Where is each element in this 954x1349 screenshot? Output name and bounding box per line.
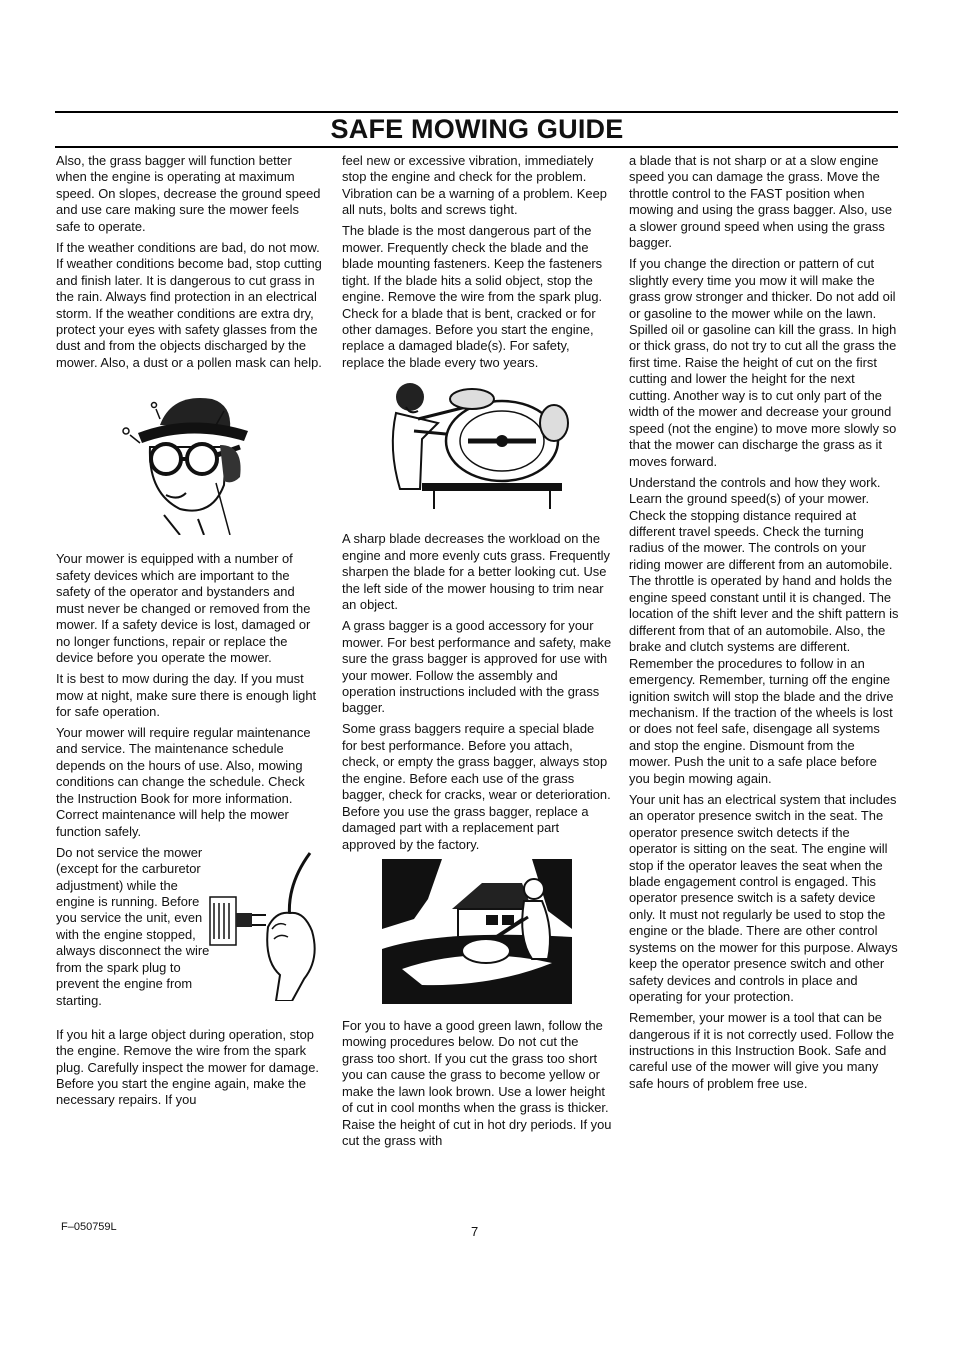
paragraph: A sharp blade decreases the workload on the engine and more evenly cuts grass. Frequently sharpen the blade for a better looking cut. Use the left side of the mower housing to trim near an object.	[342, 531, 610, 613]
blade-inspection-illustration	[382, 379, 572, 509]
paragraph: Also, the grass bagger will function better when the engine is operating at maximum speed. On slopes, decrease the ground speed and use care making sure the mower feels safe to operate.	[56, 153, 321, 234]
paragraph: feel new or excessive vibration, immediately stop the engine and check for the problem. Vibration can be a warning of a problem. Keep all nuts, bolts and screws tight.	[342, 153, 607, 218]
column-1	[56, 153, 324, 1113]
paragraph: Do not service the mower (except for the carburetor adjustment) while the engine is running. Before you service the unit, even with the engine stopped, always disconnect the wire from the spark plug to prevent the engine from starting.	[56, 844, 210, 1008]
paragraph: If the weather conditions are bad, do not mow. If weather conditions become bad, stop cutting and finish later. It is dangerous to cut grass in the rain. Always find protection in an electrical storm. If the weather conditions are extra dry, protect your eyes with safety glasses from the dust and from the objects discharged by the mower. Also, a dust or a pollen mask can help.	[56, 239, 322, 370]
title-rule	[55, 146, 898, 148]
paragraph: Understand the controls and how they work. Learn the ground speed(s) of your mower. Check the stopping distance required at different travel speeds. Check the turning radius of the mower. The controls on your riding mower are different from an automobile. The throttle is operated by hand and holds the engine speed constant until it is changed. The location of the shift lever and the shift pattern is different from that of an automobile. Also, the brake and clutch systems are different. Remember the procedures to follow in an emergency. Remember, turning off the engine ignition switch will stop the blade and the drive mechanism. If the traction of the wheels is lost or does not feel safe, disengage all systems and stop the engine. Dismount from the mower. Push the unit to a safe place before you begin mowing again.	[629, 474, 899, 786]
service-section	[56, 845, 324, 1027]
paragraph: If you change the direction or pattern of cut slightly every time you mow it will make the grass grow stronger and thicker. Do not add oil or gasoline to the mower while on the lawn. Spilled oil or gasoline can kill the grass. In high or thick grass, do not try to cut all the grass the first time. Raise the height of cut on the first cutting and lower the height for the next cutting. Another way is to cut only part of the width of the mower and decrease your ground speed (not the engine) to move more slowly so that the mower can discharge the grass as it moves forward.	[629, 256, 897, 469]
column-3	[629, 153, 899, 1097]
paragraph: Your unit has an electrical system that includes an operator presence switch in the seat. The operator presence switch detects if the operator is sitting on the seat. The engine will stop if the operator leaves the seat when the blade engagement control is engaged. This operator presence switch is a safety device only. It must not regularly be used to stop the engine or the blade. There are other control systems on the mower for this purpose. Always keep the operator presence switch and other safety devices and controls in place and operating for your protection.	[629, 791, 898, 1005]
safety-glasses-illustration	[120, 385, 260, 535]
spark-plug-illustration	[206, 851, 324, 1001]
paragraph: Some grass baggers require a special blade for best performance. Before you attach, check, or empty the grass bagger, always stop the engine. Before each use of the grass bagger, check for cracks, wear or deterioration. Before you use the grass bagger, replace a damaged part with a replacement part approved by the factory.	[342, 721, 611, 852]
page-title: SAFE MOWING GUIDE	[330, 114, 624, 144]
paragraph: The blade is the most dangerous part of the mower. Frequently check the blade and the blade mounting fasteners. Keep the fasteners tight. If the blade hits a solid object, stop the engine. Remove the wire from the spark plug. Check for a blade that is bent, cracked or for other damages. Before you start the engine, replace a damaged blade(s). For safety, replace the blade every two years.	[342, 223, 603, 370]
paragraph: A grass bagger is a good accessory for your mower. For best performance and safety, make sure the grass bagger is approved for use with your mower. Follow the assembly and operation instructions included with the grass bagger.	[342, 618, 612, 716]
page-number: 7	[471, 1224, 479, 1239]
paragraph: Your mower will require regular maintenance and service. The maintenance schedule depends on the hours of use. Also, mowing conditions can change the schedule. Check the Instruction Book for more information. Correct maintenance will help the mower function safely.	[56, 724, 311, 839]
paragraph: Remember, your mower is a tool that can be dangerous if it is not correctly used. Follow the instructions in this Instruction Book. Safe and careful use of the mower will give you many safe hours of problem free use.	[629, 1010, 895, 1091]
paragraph: a blade that is not sharp or at a slow engine speed you can damage the grass. Move the throttle control to the FAST position when mowing and using the grass bagger. Also, use a slower ground speed when using the grass bagger.	[629, 153, 892, 251]
column-2	[342, 153, 612, 1154]
paragraph: It is best to mow during the day. If you must mow at night, make sure there is enough light for safe operation.	[56, 671, 317, 719]
paragraph: If you hit a large object during operation, stop the engine. Remove the wire from the spark plug. Carefully inspect the mower for damage. Before you start the engine again, make the necessary repairs. If you	[56, 1026, 319, 1108]
paragraph: Your mower is equipped with a number of safety devices which are important to the safety of the operator and bystanders and must never be changed or removed from the mower. If a safety device is lost, damaged or no longer functions, repair or replace the device before you operate the mower.	[56, 551, 311, 666]
document-code: F–050759L	[61, 1221, 117, 1233]
paragraph: For you to have a good green lawn, follow the mowing procedures below. Do not cut the grass too short. If you cut the grass too short you can cause the grass to become yellow or make the lawn look brown. Use a lower height of cut in cool months when the grass is thicker. Raise the height of cut in hot dry periods. If you cut the grass with	[342, 1018, 612, 1149]
mowing-lawn-illustration	[382, 859, 572, 1004]
